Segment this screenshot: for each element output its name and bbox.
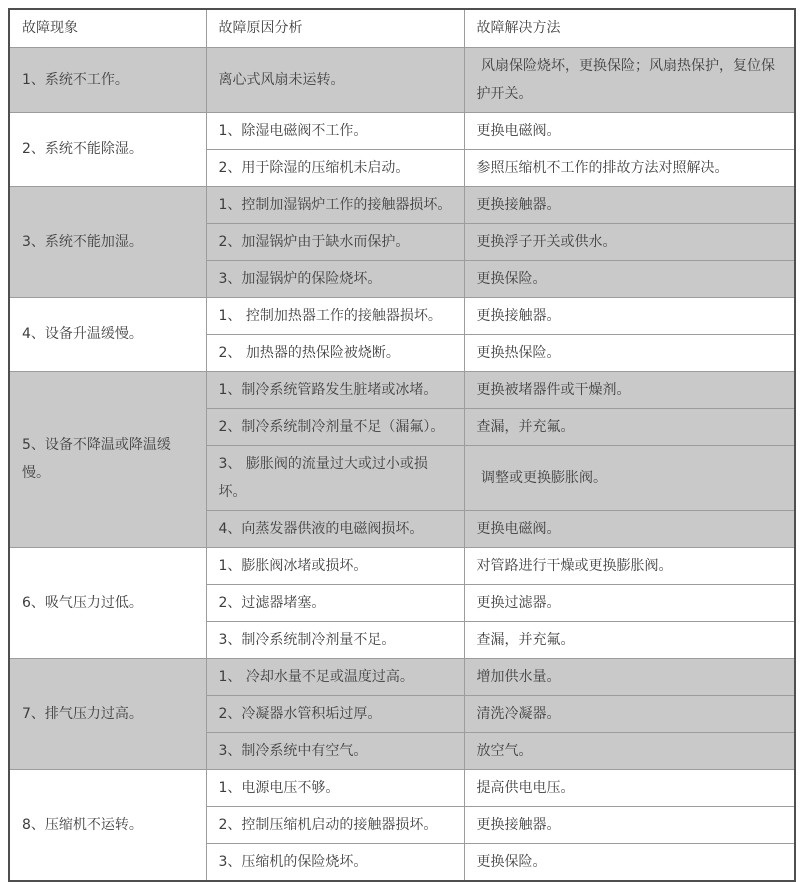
solution-cell: 更换过滤器。 — [464, 584, 795, 621]
cause-cell: 1、控制加湿锅炉工作的接触器损坏。 — [206, 186, 464, 223]
solution-cell: 查漏，并充氟。 — [464, 408, 795, 445]
solution-cell: 更换浮子开关或供水。 — [464, 223, 795, 260]
table-row — [9, 297, 795, 334]
header-row — [9, 9, 795, 47]
phenomenon-cell: 5、设备不降温或降温缓慢。 — [9, 371, 206, 547]
table-row — [9, 112, 795, 149]
table-row — [9, 547, 795, 584]
solution-cell: 对管路进行干燥或更换膨胀阀。 — [464, 547, 795, 584]
cause-cell: 3、制冷系统中有空气。 — [206, 732, 464, 769]
solution-cell: 风扇保险烧坏，更换保险；风扇热保护，复位保护开关。 — [464, 47, 795, 112]
solution-cell: 更换保险。 — [464, 260, 795, 297]
solution-cell: 更换接触器。 — [464, 297, 795, 334]
cause-cell: 2、 加热器的热保险被烧断。 — [206, 334, 464, 371]
cause-cell: 2、控制压缩机启动的接触器损坏。 — [206, 806, 464, 843]
cause-cell: 2、冷凝器水管积垢过厚。 — [206, 695, 464, 732]
cause-cell: 2、用于除湿的压缩机未启动。 — [206, 149, 464, 186]
phenomenon-cell: 2、系统不能除湿。 — [9, 112, 206, 186]
header-phenomenon: 故障现象 — [9, 9, 206, 47]
solution-cell: 调整或更换膨胀阀。 — [464, 445, 795, 510]
cause-cell: 4、向蒸发器供液的电磁阀损坏。 — [206, 510, 464, 547]
table-row — [9, 371, 795, 408]
solution-cell: 更换电磁阀。 — [464, 510, 795, 547]
phenomenon-cell: 1、系统不工作。 — [9, 47, 206, 112]
solution-cell: 更换被堵器件或干燥剂。 — [464, 371, 795, 408]
solution-cell: 放空气。 — [464, 732, 795, 769]
table-row — [9, 47, 795, 112]
cause-cell: 离心式风扇未运转。 — [206, 47, 464, 112]
cause-cell: 2、制冷系统制冷剂量不足（漏氟）。 — [206, 408, 464, 445]
table-row — [9, 186, 795, 223]
cause-cell: 2、过滤器堵塞。 — [206, 584, 464, 621]
cause-cell: 1、 控制加热器工作的接触器损坏。 — [206, 297, 464, 334]
cause-cell: 1、制冷系统管路发生脏堵或冰堵。 — [206, 371, 464, 408]
solution-cell: 参照压缩机不工作的排故方法对照解决。 — [464, 149, 795, 186]
cause-cell: 1、 冷却水量不足或温度过高。 — [206, 658, 464, 695]
cause-cell: 3、制冷系统制冷剂量不足。 — [206, 621, 464, 658]
phenomenon-cell: 7、排气压力过高。 — [9, 658, 206, 769]
phenomenon-cell: 4、设备升温缓慢。 — [9, 297, 206, 371]
cause-cell: 3、压缩机的保险烧坏。 — [206, 843, 464, 881]
header-cause: 故障原因分析 — [206, 9, 464, 47]
solution-cell: 查漏，并充氟。 — [464, 621, 795, 658]
solution-cell: 更换接触器。 — [464, 806, 795, 843]
cause-cell: 1、膨胀阀冰堵或损坏。 — [206, 547, 464, 584]
table-row — [9, 769, 795, 806]
cause-cell: 3、加湿锅炉的保险烧坏。 — [206, 260, 464, 297]
solution-cell: 提高供电电压。 — [464, 769, 795, 806]
solution-cell: 增加供水量。 — [464, 658, 795, 695]
solution-cell: 清洗冷凝器。 — [464, 695, 795, 732]
phenomenon-cell: 3、系统不能加湿。 — [9, 186, 206, 297]
cause-cell: 1、电源电压不够。 — [206, 769, 464, 806]
solution-cell: 更换电磁阀。 — [464, 112, 795, 149]
phenomenon-cell: 6、吸气压力过低。 — [9, 547, 206, 658]
phenomenon-cell: 8、压缩机不运转。 — [9, 769, 206, 881]
cause-cell: 2、加湿锅炉由于缺水而保护。 — [206, 223, 464, 260]
cause-cell: 1、除湿电磁阀不工作。 — [206, 112, 464, 149]
table-row — [9, 658, 795, 695]
header-solution: 故障解决方法 — [464, 9, 795, 47]
solution-cell: 更换接触器。 — [464, 186, 795, 223]
cause-cell: 3、 膨胀阀的流量过大或过小或损坏。 — [206, 445, 464, 510]
solution-cell: 更换热保险。 — [464, 334, 795, 371]
solution-cell: 更换保险。 — [464, 843, 795, 881]
fault-troubleshooting-table — [8, 8, 796, 882]
